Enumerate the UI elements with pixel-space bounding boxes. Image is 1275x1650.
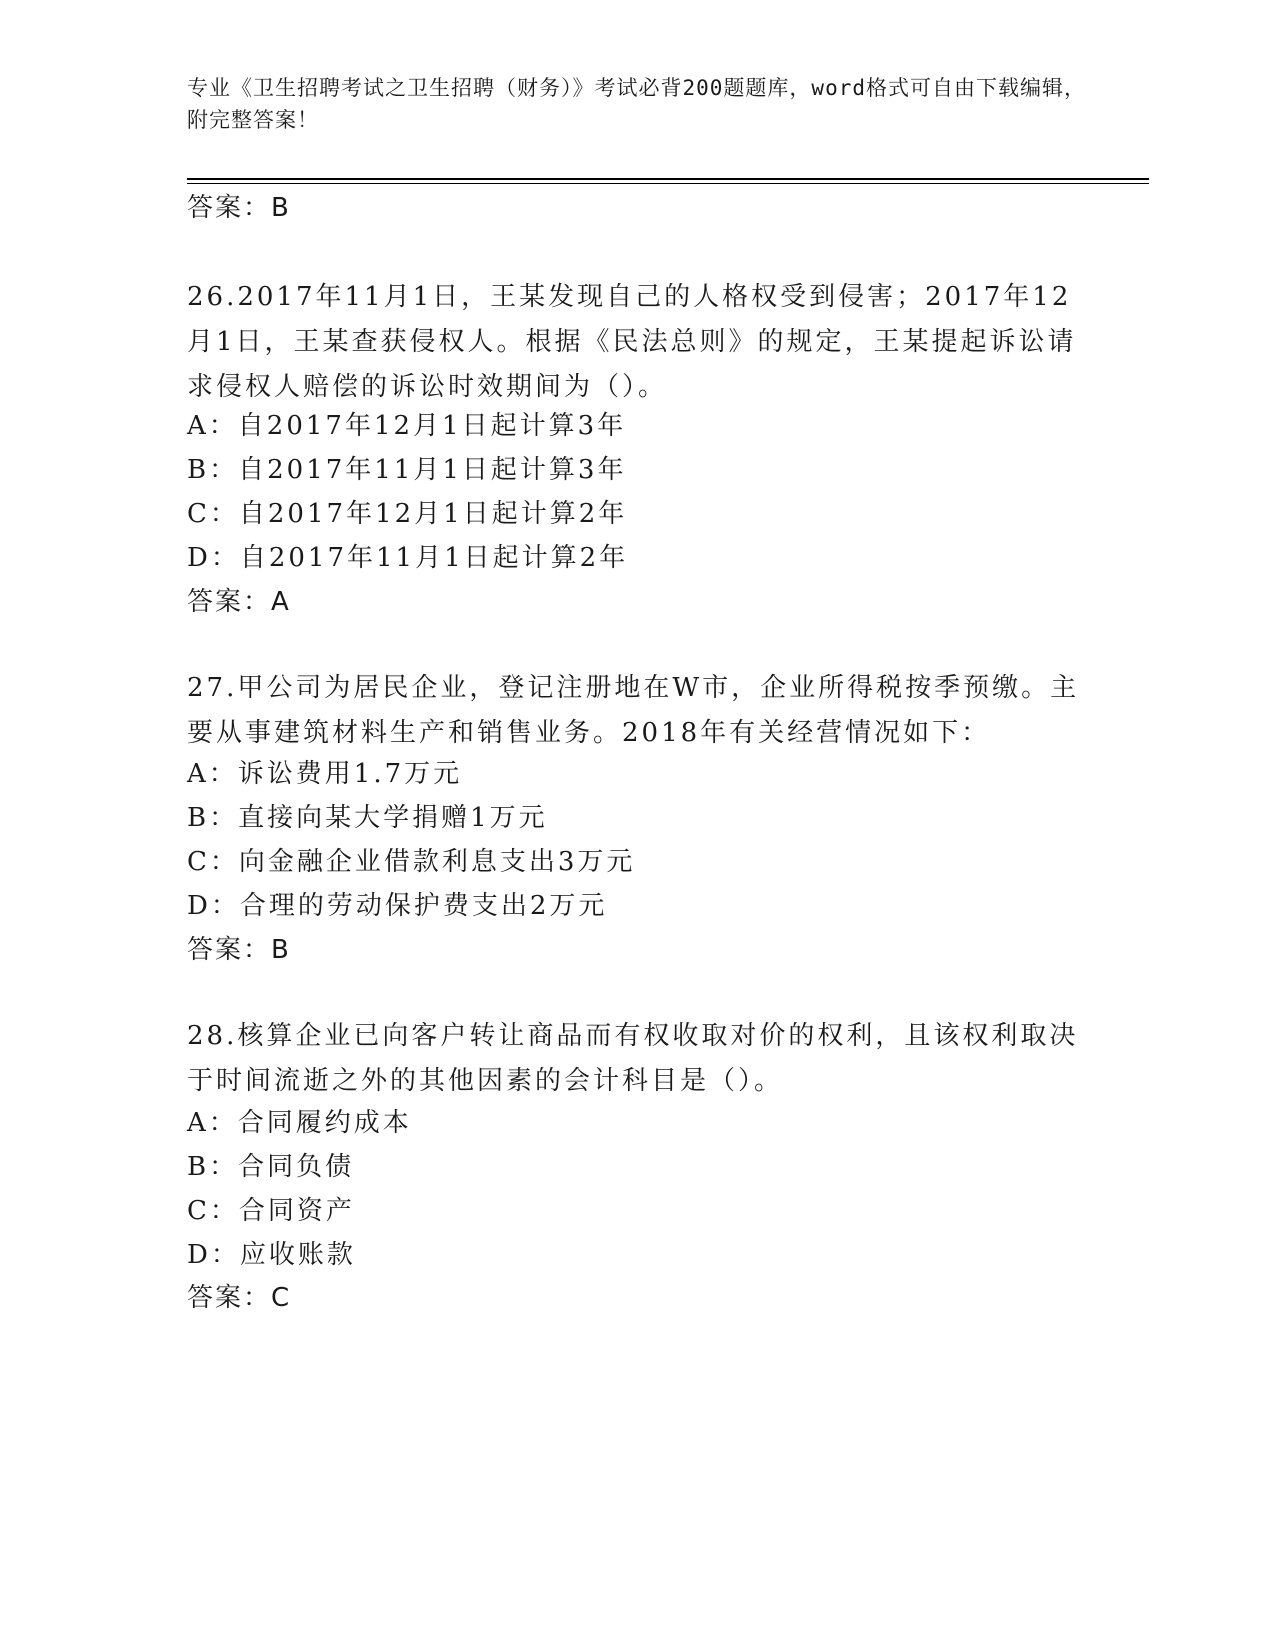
option-a-27: A：诉讼费用1.7万元 bbox=[187, 759, 463, 789]
question-text-27: 27.甲公司为居民企业，登记注册地在W市，企业所得税按季预缴。主要从事建筑材料生产和销售业务。2018年有关经营情况如下： bbox=[187, 673, 1080, 748]
option-a-28: A：合同履约成本 bbox=[187, 1108, 412, 1138]
option-d-27: D：合理的劳动保护费支出2万元 bbox=[187, 891, 608, 921]
answer-27: 答案：B bbox=[187, 935, 291, 965]
document-header: 专业《卫生招聘考试之卫生招聘（财务）》考试必背200题题库，word格式可自由下载编辑，附完整答案！ bbox=[187, 76, 1086, 132]
option-c-27: C：向金融企业借款利息支出3万元 bbox=[187, 847, 636, 877]
answer-28: 答案：C bbox=[187, 1283, 292, 1313]
option-b-28: B：合同负债 bbox=[187, 1152, 355, 1182]
option-a-26: A：自2017年12月1日起计算3年 bbox=[187, 411, 627, 441]
option-b-26: B：自2017年11月1日起计算3年 bbox=[187, 455, 627, 485]
option-c-28: C：合同资产 bbox=[187, 1196, 355, 1226]
option-c-26: C：自2017年12月1日起计算2年 bbox=[187, 499, 628, 529]
option-d-28: D：应收账款 bbox=[187, 1240, 356, 1270]
header-divider-thick bbox=[187, 178, 1149, 180]
option-b-27: B：直接向某大学捐赠1万元 bbox=[187, 803, 548, 833]
previous-answer: 答案：B bbox=[187, 193, 291, 223]
answer-26: 答案：A bbox=[187, 587, 291, 617]
question-text-26: 26.2017年11月1日，王某发现自己的人格权受到侵害；2017年12月1日，王某查获侵权人。根据《民法总则》的规定，王某提起诉讼请求侵权人赔偿的诉讼时效期间为（）。 bbox=[187, 282, 1077, 402]
header-divider-thin bbox=[187, 183, 1149, 184]
question-text-28: 28.核算企业已向客户转让商品而有权收取对价的权利，且该权利取决于时间流逝之外的其他因素的会计科目是（）。 bbox=[187, 1021, 1079, 1096]
option-d-26: D：自2017年11月1日起计算2年 bbox=[187, 543, 629, 573]
